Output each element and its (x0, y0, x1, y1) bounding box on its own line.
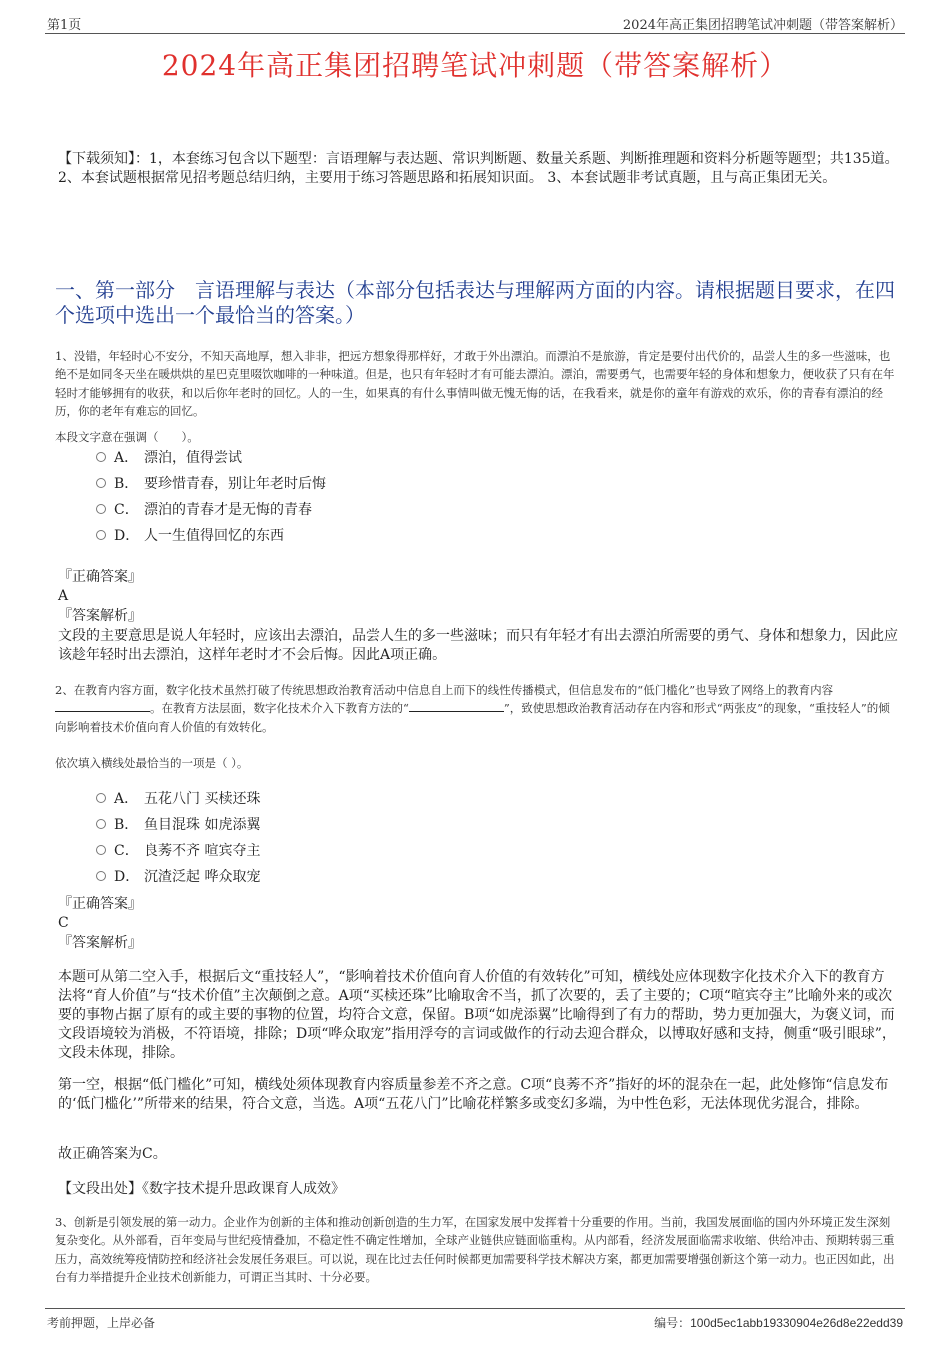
question-2-analysis-1: 本题可从第二空入手，根据后文“重技轻人”，“影响着技术价值向育人价值的有效转化”可知，横线处应体现数字化技术介入下的教育方法将“育人价值”与“技术价值”主次颠倒之意。A项“买椟还珠”比喻取舍不当，抓了次要的，丢了主要的；C项“喧宾夺主”比喻外来的或次要的事物占据了原有的或主要的事物的位置，均符合文意，保留。B项“如虎添翼”比喻得到了有力的帮助，势力更加强大，为褒义词，而文段语境较为消极，不符语境，排除；D项“哗众取宠”指用浮夸的言词或做作的行动去迎合群众，以博取好感和支持，侧重“吸引眼球”，文段未体现，排除。 (58, 969, 896, 1061)
question-2-conclusion: 故正确答案为C。 (58, 1146, 167, 1162)
question-2-answer-label: 『正确答案』 (58, 896, 142, 912)
fill-blank-2 (409, 700, 504, 712)
question-2-option-c[interactable]: C． 良莠不齐 喧宾夺主 (96, 841, 260, 861)
question-2-option-b[interactable]: B． 鱼目混珠 如虎添翼 (96, 815, 260, 835)
radio-icon[interactable] (96, 871, 106, 881)
header-doc-title: 2024年高正集团招聘笔试冲刺题（带答案解析） (622, 18, 903, 33)
footer-divider (45, 1308, 905, 1309)
question-2-answer: C (58, 915, 69, 931)
question-2-option-d[interactable]: D． 沉渣泛起 哗众取宠 (96, 867, 260, 887)
question-2-text: 2、在教育内容方面，数字化技术虽然打破了传统思想政治教育活动中信息自上而下的线性传播模式，但信息发布的“低门槛化”也导致了网络上的教育内容。在教育方法层面，数字化技术介入下教育方法的“ ”，致使思想政治教育活动存在内容和形式“两张皮”的现象，“重技轻人”的倾向影响着技术价值向育人价值的有效转化。 (55, 683, 890, 734)
radio-icon[interactable] (96, 845, 106, 855)
question-1-analysis-label: 『答案解析』 (58, 608, 142, 624)
question-2-prompt: 依次填入横线处最恰当的一项是（ ）。 (55, 756, 249, 770)
header-divider (45, 33, 905, 34)
question-1-text: 1、没错，年轻时心不安分，不知天高地厚，想入非非，把远方想象得那样好，才敢于外出漂泊。而漂泊不是旅游，肯定是要付出代价的，品尝人生的多一些滋味，也绝不是如同冬天坐在暖烘烘的星巴克里啜饮咖啡的一种味道。但是，也只有年轻时才有可能去漂泊。漂泊，需要勇气，也需要年轻的身体和想象力，便收获了只有在年轻时才能够拥有的收获，和以后你年老时的回忆。人的一生，如果真的有什么事情叫做无愧无悔的话，在我看来，就是你的童年有游戏的欢乐，你的青春有漂泊的经历，你的老年有难忘的回忆。 (55, 349, 895, 418)
fill-blank-1 (55, 700, 150, 712)
radio-icon[interactable] (96, 452, 106, 462)
download-notice: 【下载须知】：1，本套练习包含以下题型：言语理解与表达题、常识判断题、数量关系题、判断推理题和资料分析题等题型；共135道。 2、本套试题根据常见招考题总结归纳，主要用于练习答题思路和拓展知识面。 3、本套试题非考试真题，且与高正集团无关。 (58, 151, 899, 186)
question-1-answer: A (58, 588, 69, 604)
radio-icon[interactable] (96, 793, 106, 803)
footer-code: 编号：100d5ec1abb19330904e26d8e22edd39 (654, 1316, 903, 1330)
page-number: 第1页 (47, 18, 82, 33)
question-1-option-c[interactable]: C． 漂泊的青春才是无悔的青春 (96, 500, 312, 520)
page-title: 2024年高正集团招聘笔试冲刺题（带答案解析） (161, 49, 789, 82)
section-heading: 一、第一部分 言语理解与表达（本部分包括表达与理解两方面的内容。请根据题目要求，在四个选项中选出一个最恰当的答案。） (55, 278, 895, 327)
radio-icon[interactable] (96, 819, 106, 829)
question-1-answer-label: 『正确答案』 (58, 569, 142, 585)
question-1-option-d[interactable]: D． 人一生值得回忆的东西 (96, 526, 284, 546)
radio-icon[interactable] (96, 504, 106, 514)
question-2-source: 【文段出处】《数字技术提升思政课育人成效》 (58, 1181, 345, 1197)
question-1-option-b[interactable]: B． 要珍惜青春，别让年老时后悔 (96, 474, 326, 494)
question-1-option-a[interactable]: A． 漂泊，值得尝试 (96, 448, 242, 468)
question-1-analysis: 文段的主要意思是说人年轻时，应该出去漂泊，品尝人生的多一些滋味；而只有年轻才有出去漂泊所需要的勇气、身体和想象力，因此应该趁年轻时出去漂泊，这样年老时才不会后悔。因此A项正确。 (58, 628, 898, 663)
question-2-analysis-label: 『答案解析』 (58, 935, 142, 951)
question-3-text: 3、创新是引领发展的第一动力。企业作为创新的主体和推动创新创造的生力军，在国家发展中发挥着十分重要的作用。当前，我国发展面临的国内外环境正发生深刻复杂变化。从外部看，百年变局与世纪疫情叠加，不稳定性不确定性增加，全球产业链供应链面临重构。从内部看，经济发展面临需求收缩、供给冲击、预期转弱三重压力，高效统筹疫情防控和经济社会发展任务艰巨。可以说，现在比过去任何时候都更加需要科学技术解决方案，都更加需要增强创新这个第一动力。也正因如此，出台有力举措提升企业技术创新能力，可谓正当其时、十分必要。 (55, 1215, 895, 1284)
radio-icon[interactable] (96, 530, 106, 540)
footer-slogan: 考前押题，上岸必备 (47, 1316, 156, 1330)
question-1-prompt: 本段文字意在强调（ ）。 (55, 430, 199, 444)
question-2-analysis-2: 第一空，根据“低门槛化”可知，横线处须体现教育内容质量参差不齐之意。C项“良莠不齐”指好的坏的混杂在一起，此处修饰“信息发布的‘低门槛化’”所带来的结果，符合文意，当选。A项“五花八门”比喻花样繁多或变幻多端，为中性色彩，无法体现优劣混合，排除。 (58, 1077, 889, 1112)
question-2-option-a[interactable]: A． 五花八门 买椟还珠 (96, 789, 260, 809)
radio-icon[interactable] (96, 478, 106, 488)
